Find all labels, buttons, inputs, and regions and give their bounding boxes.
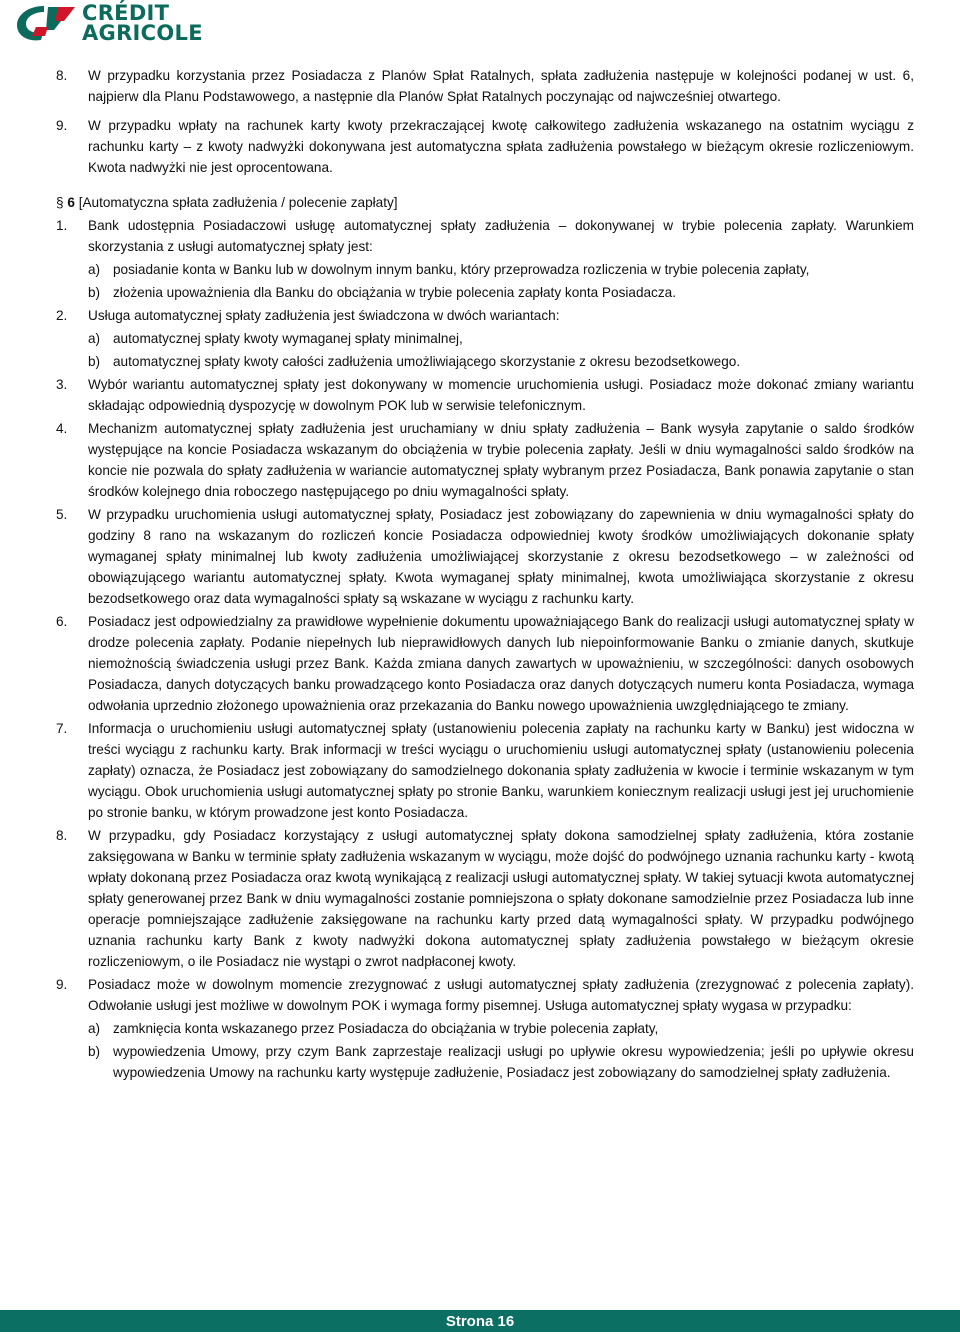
sub-item xyxy=(56,1018,914,1039)
sub-item-text: zamknięcia konta wskazanego przez Posiadacza do obciążania w trybie polecenia zapłaty, xyxy=(113,1021,659,1036)
item-number: 9. xyxy=(56,977,68,992)
item-number: 3. xyxy=(56,377,68,392)
sub-item xyxy=(56,1041,914,1083)
previous-section-list xyxy=(56,65,914,178)
item-text: W przypadku uruchomienia usługi automatycznej spłaty, Posiadacz jest zobowiązany do zapewnienia w dniu wymagalności spłaty do godziny 8 rano na wskazanym do rozliczeń koncie Posiadacza odpowiedniej kwoty środków umożliwiających dokonanie spłaty wymaganej spłaty minimalnej lub kwoty zadłużenia umożliwiającej skorzystanie z okresu bezodsetkowego – w zależności od obowiązującego wariantu automatycznej spłaty. Kwota wymaganej spłaty minimalnej, kwota umożliwiająca skorzystanie z okresu bezodsetkowego oraz data wymagalności spłaty są wskazane w wyciągu z rachunku karty. xyxy=(88,507,914,606)
item-text: W przypadku wpłaty na rachunek karty kwoty przekraczającej kwotę całkowitego zadłużenia wskazanego na ostatnim wyciągu z rachunku karty – z kwoty nadwyżki dokonywana jest automatyczna spłata zadłużenia powstałego w bieżącym okresie rozliczeniowym. Kwota nadwyżki nie jest oprocentowana. xyxy=(88,118,914,175)
item-number: 7. xyxy=(56,721,68,736)
sub-item-text: automatycznej spłaty kwoty wymaganej spłaty minimalnej, xyxy=(113,331,463,346)
list-item xyxy=(56,718,914,823)
list-item xyxy=(56,305,914,372)
section-item-list xyxy=(56,215,914,1083)
sub-item xyxy=(56,351,914,372)
list-item xyxy=(56,115,914,178)
sub-item xyxy=(56,259,914,280)
page-number: Strona 16 xyxy=(445,1313,515,1330)
sub-item-letter: b) xyxy=(88,1044,101,1059)
sub-item-text: posiadanie konta w Banku lub w dowolnym innym banku, który przeprowadza rozliczenia w trybie polecenia zapłaty, xyxy=(113,262,810,277)
sub-item-letter: b) xyxy=(88,285,101,300)
section-heading xyxy=(56,192,914,213)
item-text: Usługa automatycznej spłaty zadłużenia jest świadczona w dwóch wariantach: xyxy=(88,308,560,323)
item-number: 9. xyxy=(56,118,68,133)
list-item xyxy=(56,974,914,1083)
sub-item xyxy=(56,282,914,303)
item-text: Mechanizm automatycznej spłaty zadłużenia jest uruchamiany w dniu spłaty zadłużenia – Bank wysyła zapytanie o saldo środków występujące na koncie Posiadacza wskazanym do obciążenia w trybie polecenia zapłaty. Jeśli w dniu wymagalności saldo środków na koncie nie pozwala do spłaty zadłużenia w wariancie automatycznej spłaty wybranym przez Posiadacza, Bank ponawia zapytanie o stan środków kolejnego dnia roboczego następującego po dniu wymagalności spłaty. xyxy=(88,421,914,499)
page-footer xyxy=(0,1310,960,1332)
brand-name-line1: CRÉDIT xyxy=(82,1,170,25)
item-text: Wybór wariantu automatycznej spłaty jest dokonywany w momencie uruchomienia usługi. Posiadacz może dokonać zmiany wariantu składając odpowiednią dyspozycję w dowolnym POK lub w serwisie telefonicznym. xyxy=(88,377,914,413)
sub-item-letter: b) xyxy=(88,354,101,369)
section-symbol: § xyxy=(56,195,64,210)
sub-item-text: złożenia upoważnienia dla Banku do obciążania w trybie polecenia zapłaty konta Posiadacza. xyxy=(113,285,676,300)
list-item xyxy=(56,825,914,972)
item-number: 1. xyxy=(56,218,68,233)
credit-agricole-emblem-icon xyxy=(14,3,76,43)
item-number: 5. xyxy=(56,507,68,522)
list-item xyxy=(56,611,914,716)
item-number: 4. xyxy=(56,421,68,436)
list-item xyxy=(56,65,914,107)
sub-item-letter: a) xyxy=(88,331,101,346)
item-text: Bank udostępnia Posiadaczowi usługę automatycznej spłaty zadłużenia – dokonywanej w trybie polecenia zapłaty. Warunkiem skorzystania z usługi automatycznej spłaty jest: xyxy=(88,218,914,254)
item-number: 2. xyxy=(56,308,68,323)
sub-item-letter: a) xyxy=(88,262,101,277)
item-number: 8. xyxy=(56,828,68,843)
credit-agricole-logo xyxy=(14,3,203,43)
item-text: W przypadku, gdy Posiadacz korzystający z usługi automatycznej spłaty dokona samodzielnej spłaty zadłużenia, która zostanie zaksięgowana w Banku w terminie spłaty zadłużenia wskazanym w wyciągu, może dojść do podwójnego uznania rachunku karty - kwotą wpłaty dokonaną przez Posiadacza oraz kwotą wynikającą z realizacji usługi automatycznej spłaty. W takiej sytuacji kwota automatycznej spłaty generowanej przez Bank w dniu wymagalności zostanie pomniejszona o spłaty dokonane samodzielnie przez Posiadacza lub inne operacje pomniejszające zadłużenie zaksięgowane na rachunku karty przed datą wymagalności spłaty. W przypadku podwójnego uznania rachunku karty Bank z kwoty nadwyżki dokona automatycznej spłaty zadłużenia powstałego w bieżącym okresie rozliczeniowym, o ile Posiadacz nie wystąpi o zwrot nadpłaconej kwoty. xyxy=(88,828,914,969)
list-item xyxy=(56,374,914,416)
brand-name-line2: AGRICOLE xyxy=(82,21,203,45)
sub-item xyxy=(56,328,914,349)
sub-item-letter: a) xyxy=(88,1021,101,1036)
item-text: Posiadacz może w dowolnym momencie zrezygnować z usługi automatycznej spłaty zadłużenia (zrezygnować z polecenia zapłaty). Odwołanie usługi jest możliwe w dowolnym POK i wymaga formy pisemnej. Usługa automatycznej spłaty wygasa w przypadku: xyxy=(88,977,914,1013)
item-text: Posiadacz jest odpowiedzialny za prawidłowe wypełnienie dokumentu upoważniającego Bank do realizacji usługi automatycznej spłaty w drodze polecenia zapłaty. Podanie niepełnych lub nieprawidłowych danych lub niepoinformowanie Banku o zmianie danych, skutkuje niemożnością świadczenia usługi przez Bank. Każda zmiana danych zawartych w upoważnieniu, w szczególności: danych osobowych Posiadacza, danych dotyczących banku prowadzącego konto Posiadacza oraz danych dotyczących numeru konta Posiadacza, wymaga odwołania uprzednio złożonego upoważnienia oraz przekazania do Banku nowego upoważnienia uwzględniającego te zmiany. xyxy=(88,614,914,713)
list-item xyxy=(56,504,914,609)
document-body xyxy=(56,65,914,1083)
section-title: [Automatyczna spłata zadłużenia / polecenie zapłaty] xyxy=(78,195,398,210)
item-text: W przypadku korzystania przez Posiadacza z Planów Spłat Ratalnych, spłata zadłużenia następuje w kolejności podanej w ust. 6, najpierw dla Planu Podstawowego, a następnie dla Planów Spłat Ratalnych poczynając od najwcześniej otwartego. xyxy=(88,68,914,104)
section-number: 6 xyxy=(67,195,75,210)
sub-item-text: wypowiedzenia Umowy, przy czym Bank zaprzestaje realizacji usługi po upływie okresu wypowiedzenia; jeśli po upływie okresu wypowiedzenia Umowy na rachunku karty występuje zadłużenie, Posiadacz jest zobowiązany do samodzielnej spłaty zadłużenia. xyxy=(113,1044,914,1080)
item-number: 8. xyxy=(56,68,68,83)
item-text: Informacja o uruchomieniu usługi automatycznej spłaty (ustanowieniu polecenia zapłaty na rachunku karty w Banku) jest widoczna w treści wyciągu z rachunku karty. Brak informacji w treści wyciągu o uruchomieniu usługi automatycznej spłaty (ustanowieniu polecenia zapłaty) oznacza, że Posiadacz jest zobowiązany do samodzielnego dokonania spłaty zadłużenia w kwocie i terminie wskazanym w tym wyciągu. Obok uruchomienia usługi automatycznej spłaty po stronie Banku, warunkiem koniecznym realizacji usługi jest jej uruchomienie po stronie banku, w którym prowadzone jest konto Posiadacza. xyxy=(88,721,914,820)
sub-item-text: automatycznej spłaty kwoty całości zadłużenia umożliwiającego skorzystanie z okresu bezodsetkowego. xyxy=(113,354,741,369)
list-item xyxy=(56,215,914,303)
item-number: 6. xyxy=(56,614,68,629)
list-item xyxy=(56,418,914,502)
